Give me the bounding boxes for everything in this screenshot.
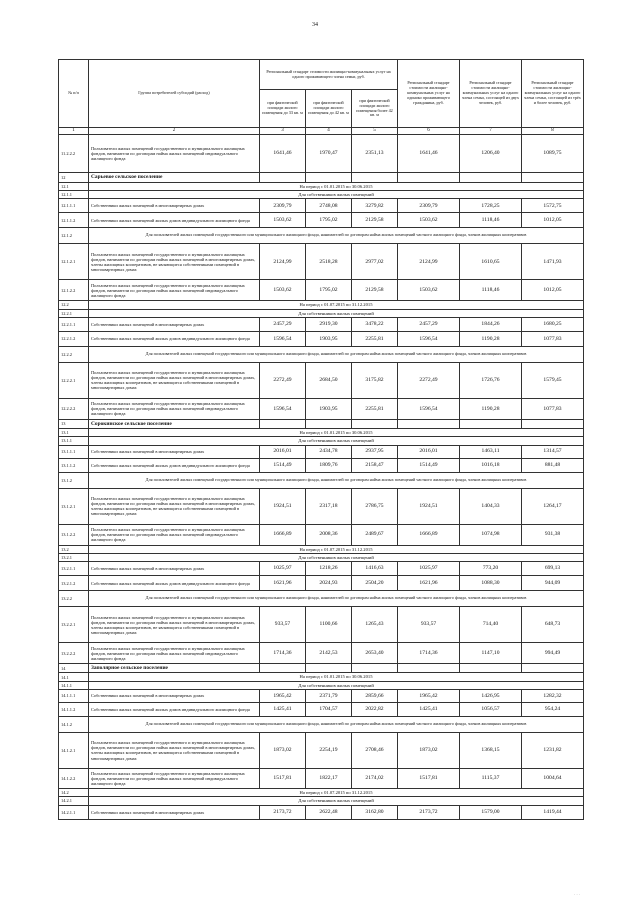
table-row (59, 317, 584, 331)
table-row (59, 768, 584, 788)
row-value: 2684,50 (306, 362, 352, 398)
row-value: 1579,45 (522, 362, 584, 398)
empty-cell (352, 664, 398, 673)
empty-cell (352, 419, 398, 428)
category-label: Для пользователей жилых помещений государственного или муниципального жилищного фонда, нанимателей по договорам найма жилых помещений частного жилищного фонда, членов жилищных кооперативов (89, 716, 584, 732)
row-description: Пользователи жилых помещений государственного и муниципального жилищных фондов, наниматели по договорам найма жилых помещений в многоквартирных домах, члены жилищных кооперативов, не являющиеся собственниками помещений в многоквартирных домах (89, 607, 260, 643)
empty-cell (260, 664, 306, 673)
row-code: 13.2.1.1 (59, 562, 89, 576)
row-value: 1726,76 (460, 362, 522, 398)
row-value: 1924,51 (398, 488, 460, 524)
row-value: 1115,37 (460, 768, 522, 788)
table-row (59, 398, 584, 419)
row-value: 1666,89 (398, 524, 460, 545)
row-value: 931,38 (522, 524, 584, 545)
row-value: 714,40 (460, 607, 522, 643)
row-value: 1419,44 (522, 805, 584, 819)
period-row (59, 545, 584, 553)
row-value: 2174,02 (352, 768, 398, 788)
row-value: 1873,02 (398, 732, 460, 768)
row-description: Собственники жилых помещений в многоквартирных домах (89, 562, 260, 576)
row-description: Собственники жилых помещений в многоквартирных домах (89, 689, 260, 702)
row-value: 1425,41 (260, 702, 306, 716)
row-value: 2022,82 (352, 702, 398, 716)
row-code: 14.1.1.1 (59, 689, 89, 702)
standards-table (58, 59, 584, 820)
row-value: 2173,72 (260, 805, 306, 819)
row-description: Собственники жилых помещений в многоквартирных домах (89, 445, 260, 458)
row-code: 13.2.1.2 (59, 576, 89, 591)
row-value: 1621,96 (260, 576, 306, 591)
row-description: Пользователи жилых помещений государственного и муниципального жилищных фондов, наниматели по договорам найма жилых помещений в многоквартирных домах, члены жилищных кооперативов, не являющиеся собственниками помещений в многоквартирных домах (89, 244, 260, 280)
row-code: 11.2.2.2 (59, 134, 89, 172)
row-value: 1596,54 (398, 331, 460, 346)
row-description: Пользователи жилых помещений государственного и муниципального жилищных фондов, наниматели по договорам найма жилых помещений в многоквартирных домах, члены жилищных кооперативов, не являющиеся собственниками помещений в многоквартирных домах (89, 362, 260, 398)
row-value: 1610,65 (460, 244, 522, 280)
row-description: Пользователи жилых помещений государственного и муниципального жилищных фондов, наниматели по договорам найма жилых помещений в многоквартирных домах, члены жилищных кооперативов, не являющиеся собственниками помещений в многоквартирных домах (89, 488, 260, 524)
table-row (59, 488, 584, 524)
row-value: 1873,02 (260, 732, 306, 768)
row-value: 2708,46 (352, 732, 398, 768)
row-code: 13.1 (59, 429, 89, 437)
row-value: 944,09 (522, 576, 584, 591)
page-number: 34 (312, 22, 318, 28)
row-description: Пользователи жилых помещений государственного и муниципального жилищных фондов, наниматели по договорам найма жилых помещений в многоквартирных домах, члены жилищных кооперативов, не являющиеся собственниками помещений в многоквартирных домах (89, 732, 260, 768)
empty-cell (352, 172, 398, 182)
row-value: 2129,58 (352, 213, 398, 228)
row-value: 1704,57 (306, 702, 352, 716)
header-col-c: при фактической площади жилого помещения более 42 кв. м (352, 90, 398, 128)
row-value: 2622,48 (306, 805, 352, 819)
category-row (59, 553, 584, 561)
section-heading-row (59, 172, 584, 182)
row-value: 2272,49 (398, 362, 460, 398)
header-no: № п/п (59, 60, 89, 128)
index-cell: 6 (398, 128, 460, 135)
row-value: 1596,54 (260, 398, 306, 419)
category-row (59, 309, 584, 317)
row-description: Пользователи жилых помещений государственного и муниципального жилищных фондов, наниматели по договорам найма жилых помещений индивидуального жилищного фонда (89, 643, 260, 664)
header-group: Группа потребителей субсидий (расход) (89, 60, 260, 128)
row-value: 2351,13 (352, 134, 398, 172)
table-row (59, 331, 584, 346)
row-value: 1012,05 (522, 213, 584, 228)
row-value: 1621,96 (398, 576, 460, 591)
row-value: 1965,42 (398, 689, 460, 702)
row-value: 2254,19 (306, 732, 352, 768)
row-value: 1088,30 (460, 576, 522, 591)
row-description: Собственники жилых помещений жилых домов индивидуального жилищного фонда (89, 213, 260, 228)
row-value: 1231,82 (522, 732, 584, 768)
category-row (59, 191, 584, 199)
row-code: 13.1.1 (59, 437, 89, 445)
row-value: 2919,30 (306, 317, 352, 331)
row-value: 1517,81 (398, 768, 460, 788)
period-row (59, 788, 584, 796)
category-label: Для собственников жилых помещений (89, 309, 584, 317)
row-value: 1264,17 (522, 488, 584, 524)
row-description: Пользователи жилых помещений государственного и муниципального жилищных фондов, наниматели по договорам найма жилых помещений индивидуального жилищного фонда (89, 398, 260, 419)
category-label: Для собственников жилых помещений (89, 681, 584, 689)
row-value: 1190,28 (460, 398, 522, 419)
period-label: На период с 01.07.2015 по 31.12.2015 (89, 545, 584, 553)
row-value: 1089,75 (522, 134, 584, 172)
row-value: 994,49 (522, 643, 584, 664)
category-row (59, 797, 584, 805)
row-value: 1118,46 (460, 213, 522, 228)
table-row (59, 362, 584, 398)
row-value: 954,24 (522, 702, 584, 716)
category-label: Для пользователей жилых помещений государственного или муниципального жилищного фонда, нанимателей по договорам найма жилых помещений частного жилищного фонда, членов жилищных кооперативов (89, 346, 584, 362)
row-description: Пользователи жилых помещений государственного и муниципального жилищных фондов, наниматели по договорам найма жилых помещений индивидуального жилищного фонда (89, 280, 260, 301)
row-code: 14.1.2.1 (59, 732, 89, 768)
row-code: 12.1.1.1 (59, 199, 89, 213)
row-value: 2457,29 (398, 317, 460, 331)
row-description: Собственники жилых помещений в многоквартирных домах (89, 199, 260, 213)
row-value: 1147,10 (460, 643, 522, 664)
row-value: 1641,46 (260, 134, 306, 172)
row-value: 1025,97 (260, 562, 306, 576)
row-value: 1503,62 (260, 213, 306, 228)
row-code: 12.2.2.1 (59, 362, 89, 398)
empty-cell (398, 172, 460, 182)
table-row (59, 524, 584, 545)
row-code: 13.1.2 (59, 472, 89, 488)
category-label: Для собственников жилых помещений (89, 797, 584, 805)
row-value: 1463,11 (460, 445, 522, 458)
row-value: 2158,47 (352, 458, 398, 472)
row-description: Собственники жилых помещений в многоквартирных домах (89, 805, 260, 819)
row-value: 773,20 (460, 562, 522, 576)
empty-cell (522, 664, 584, 673)
period-label: На период с 01.07.2015 по 31.12.2015 (89, 788, 584, 796)
row-value: 1004,64 (522, 768, 584, 788)
category-label: Для собственников жилых помещений (89, 553, 584, 561)
empty-cell (522, 172, 584, 182)
row-value: 1728,25 (460, 199, 522, 213)
row-value: 2371,79 (306, 689, 352, 702)
period-label: На период с 01.01.2015 по 30.06.2015 (89, 673, 584, 681)
row-description: Пользователи жилых помещений государственного и муниципального жилищных фондов, наниматели по договорам найма жилых помещений индивидуального жилищного фонда (89, 768, 260, 788)
row-value: 2016,01 (398, 445, 460, 458)
header-col7: Региональный стандарт стоимости жилищно-коммунальных услуг на одного члена семьи, состоящей из двух человек, руб. (460, 60, 522, 128)
row-value: 1074,98 (460, 524, 522, 545)
row-value: 2124,99 (260, 244, 306, 280)
row-value: 1809,76 (306, 458, 352, 472)
row-code: 13.2.2.2 (59, 643, 89, 664)
category-row (59, 437, 584, 445)
section-heading-row (59, 664, 584, 673)
row-value: 2272,49 (260, 362, 306, 398)
row-code: 13.1.1.1 (59, 445, 89, 458)
table-row (59, 576, 584, 591)
row-code: 12.2 (59, 301, 89, 309)
row-value: 2434,78 (306, 445, 352, 458)
table-row (59, 199, 584, 213)
empty-cell (260, 419, 306, 428)
table-row (59, 134, 584, 172)
row-value: 1844,26 (460, 317, 522, 331)
empty-cell (460, 664, 522, 673)
row-value: 1822,17 (306, 768, 352, 788)
row-value: 1426,95 (460, 689, 522, 702)
scan-mark: · · · (574, 892, 580, 897)
wide-category-row (59, 716, 584, 732)
row-value: 3162,80 (352, 805, 398, 819)
empty-cell (398, 419, 460, 428)
row-value: 3279,82 (352, 199, 398, 213)
row-code: 14.1.1 (59, 681, 89, 689)
period-row (59, 673, 584, 681)
row-value: 1077,83 (522, 331, 584, 346)
row-value: 2317,18 (306, 488, 352, 524)
row-value: 1265,43 (352, 607, 398, 643)
row-code: 12.2.1.1 (59, 317, 89, 331)
row-value: 1218,26 (306, 562, 352, 576)
row-value: 881,48 (522, 458, 584, 472)
row-value: 1579,00 (460, 805, 522, 819)
row-value: 1795,02 (306, 280, 352, 301)
row-value: 2786,75 (352, 488, 398, 524)
empty-cell (398, 664, 460, 673)
period-row (59, 182, 584, 190)
row-code: 14.2 (59, 788, 89, 796)
row-code: 12.2.2.2 (59, 398, 89, 419)
empty-cell (306, 664, 352, 673)
section-title: Заполярное сельское поселение (89, 664, 260, 673)
category-label: Для собственников жилых помещений (89, 191, 584, 199)
row-value: 2937,95 (352, 445, 398, 458)
header-col6: Региональный стандарт стоимости жилищно-коммунальных услуг на одиноко проживающего гражданина, руб. (398, 60, 460, 128)
row-code: 12.1.1 (59, 191, 89, 199)
row-value: 1503,62 (398, 280, 460, 301)
row-code: 13 (59, 419, 89, 428)
period-label: На период с 01.07.2015 по 31.12.2015 (89, 301, 584, 309)
empty-cell (306, 419, 352, 428)
row-code: 13.2.1 (59, 553, 89, 561)
row-value: 1714,36 (260, 643, 306, 664)
row-code: 14 (59, 664, 89, 673)
index-cell: 2 (89, 128, 260, 135)
row-value: 1314,57 (522, 445, 584, 458)
row-code: 12.1.2.2 (59, 280, 89, 301)
row-value: 2255,81 (352, 398, 398, 419)
section-title: Сорокинское сельское поселение (89, 419, 260, 428)
row-description: Собственники жилых помещений жилых домов индивидуального жилищного фонда (89, 331, 260, 346)
row-description: Собственники жилых помещений жилых домов индивидуального жилищного фонда (89, 576, 260, 591)
section-heading-row (59, 419, 584, 428)
row-code: 14.1.2.2 (59, 768, 89, 788)
row-value: 1471,93 (522, 244, 584, 280)
row-value: 2653,40 (352, 643, 398, 664)
table-row (59, 445, 584, 458)
row-value: 1012,05 (522, 280, 584, 301)
row-value: 2173,72 (398, 805, 460, 819)
row-value: 2142,53 (306, 643, 352, 664)
row-value: 1965,42 (260, 689, 306, 702)
row-value: 1100,66 (306, 607, 352, 643)
row-value: 2309,79 (260, 199, 306, 213)
row-value: 1206,40 (460, 134, 522, 172)
category-label: Для пользователей жилых помещений государственного или муниципального жилищного фонда, нанимателей по договорам найма жилых помещений частного жилищного фонда, членов жилищных кооперативов (89, 228, 584, 244)
row-value: 1016,18 (460, 458, 522, 472)
row-value: 1503,62 (260, 280, 306, 301)
row-value: 648,73 (522, 607, 584, 643)
category-label: Для пользователей жилых помещений государственного или муниципального жилищного фонда, нанимателей по договорам найма жилых помещений частного жилищного фонда, членов жилищных кооперативов (89, 591, 584, 607)
row-value: 1714,36 (398, 643, 460, 664)
row-value: 1514,49 (398, 458, 460, 472)
category-label: Для собственников жилых помещений (89, 437, 584, 445)
wide-category-row (59, 228, 584, 244)
row-value: 1680,25 (522, 317, 584, 331)
row-description: Пользователи жилых помещений государственного и муниципального жилищных фондов, наниматели по договорам найма жилых помещений индивидуального жилищного фонда (89, 524, 260, 545)
table-row (59, 702, 584, 716)
table-row (59, 689, 584, 702)
row-value: 2489,67 (352, 524, 398, 545)
row-value: 2748,08 (306, 199, 352, 213)
row-code: 12.1 (59, 182, 89, 190)
row-value: 2309,79 (398, 199, 460, 213)
wide-category-row (59, 346, 584, 362)
row-value: 2124,99 (398, 244, 460, 280)
row-value: 2255,81 (352, 331, 398, 346)
row-code: 13.1.1.2 (59, 458, 89, 472)
row-value: 1425,41 (398, 702, 460, 716)
row-code: 14.1.1.2 (59, 702, 89, 716)
row-value: 1368,15 (460, 732, 522, 768)
row-code: 13.1.2.2 (59, 524, 89, 545)
column-index-row (59, 128, 584, 135)
header-group-norm: Региональный стандарт стоимости жилищно-коммунальных услуг на одного проживающего члена семьи, руб. (260, 60, 398, 90)
row-value: 1056,57 (460, 702, 522, 716)
row-description: Собственники жилых помещений жилых домов индивидуального жилищного фонда (89, 458, 260, 472)
row-value: 1596,54 (398, 398, 460, 419)
row-value: 1924,51 (260, 488, 306, 524)
row-code: 13.2 (59, 545, 89, 553)
period-row (59, 429, 584, 437)
row-value: 1517,81 (260, 768, 306, 788)
row-value: 2504,20 (352, 576, 398, 591)
table-row (59, 458, 584, 472)
row-value: 1795,02 (306, 213, 352, 228)
row-description: Собственники жилых помещений в многоквартирных домах (89, 317, 260, 331)
row-value: 1572,75 (522, 199, 584, 213)
wide-category-row (59, 472, 584, 488)
row-code: 14.1 (59, 673, 89, 681)
row-value: 1503,62 (398, 213, 460, 228)
row-value: 1190,28 (460, 331, 522, 346)
table-row (59, 244, 584, 280)
table-row (59, 280, 584, 301)
row-value: 1416,63 (352, 562, 398, 576)
row-value: 1514,49 (260, 458, 306, 472)
row-value: 2518,28 (306, 244, 352, 280)
row-description: Собственники жилых помещений жилых домов индивидуального жилищного фонда (89, 702, 260, 716)
empty-cell (460, 419, 522, 428)
header-col-a: при фактической площади жилого помещения до 33 кв. м (260, 90, 306, 128)
row-code: 14.1.2 (59, 716, 89, 732)
empty-cell (260, 172, 306, 182)
row-value: 2457,29 (260, 317, 306, 331)
period-label: На период с 01.01.2015 по 30.06.2015 (89, 429, 584, 437)
row-value: 1903,95 (306, 398, 352, 419)
empty-cell (522, 419, 584, 428)
row-code: 13.2.2 (59, 591, 89, 607)
row-value: 1404,33 (460, 488, 522, 524)
period-row (59, 301, 584, 309)
row-value: 1596,54 (260, 331, 306, 346)
row-code: 13.1.2.1 (59, 488, 89, 524)
row-value: 933,57 (260, 607, 306, 643)
row-code: 14.2.1 (59, 797, 89, 805)
row-value: 1077,83 (522, 398, 584, 419)
row-value: 2024,93 (306, 576, 352, 591)
index-cell: 3 (260, 128, 306, 135)
row-value: 3478,22 (352, 317, 398, 331)
period-label: На период с 01.01.2015 по 30.06.2015 (89, 182, 584, 190)
category-row (59, 681, 584, 689)
row-code: 12.2.1.2 (59, 331, 89, 346)
index-cell: 8 (522, 128, 584, 135)
row-code: 12.2.1 (59, 309, 89, 317)
row-value: 1666,89 (260, 524, 306, 545)
table-row (59, 562, 584, 576)
row-value: 1025,97 (398, 562, 460, 576)
row-description: Пользователи жилых помещений государственного и муниципального жилищных фондов, наниматели по договорам найма жилых помещений индивидуального жилищного фонда (89, 134, 260, 172)
row-value: 2859,66 (352, 689, 398, 702)
section-title: Сарьевое сельское поселение (89, 172, 260, 182)
row-value: 2129,58 (352, 280, 398, 301)
row-code: 12.1.2 (59, 228, 89, 244)
index-cell: 1 (59, 128, 89, 135)
index-cell: 5 (352, 128, 398, 135)
row-value: 1641,46 (398, 134, 460, 172)
category-label: Для пользователей жилых помещений государственного или муниципального жилищного фонда, нанимателей по договорам найма жилых помещений частного жилищного фонда, членов жилищных кооперативов (89, 472, 584, 488)
empty-cell (460, 172, 522, 182)
row-value: 1903,95 (306, 331, 352, 346)
row-code: 13.2.2.1 (59, 607, 89, 643)
empty-cell (306, 172, 352, 182)
table-row (59, 732, 584, 768)
row-value: 933,57 (398, 607, 460, 643)
row-code: 12.1.1.2 (59, 213, 89, 228)
row-value: 2977,02 (352, 244, 398, 280)
table-row (59, 643, 584, 664)
table-row (59, 805, 584, 819)
row-value: 2008,36 (306, 524, 352, 545)
index-cell: 4 (306, 128, 352, 135)
row-code: 14.2.1.1 (59, 805, 89, 819)
row-value: 1118,46 (460, 280, 522, 301)
table-row (59, 213, 584, 228)
header-col8: Региональный стандарт стоимости жилищно-коммунальных услуг на одного члена семьи, состоящей из трёх и более человек, руб. (522, 60, 584, 128)
row-value: 2016,01 (260, 445, 306, 458)
row-code: 12.2.2 (59, 346, 89, 362)
row-value: 699,13 (522, 562, 584, 576)
row-value: 1970,47 (306, 134, 352, 172)
header-col-b: при фактической площади жилого помещения до 42 кв. м (306, 90, 352, 128)
row-code: 12 (59, 172, 89, 182)
row-code: 12.1.2.1 (59, 244, 89, 280)
row-value: 1282,32 (522, 689, 584, 702)
table-row (59, 607, 584, 643)
wide-category-row (59, 591, 584, 607)
index-cell: 7 (460, 128, 522, 135)
row-value: 3175,82 (352, 362, 398, 398)
